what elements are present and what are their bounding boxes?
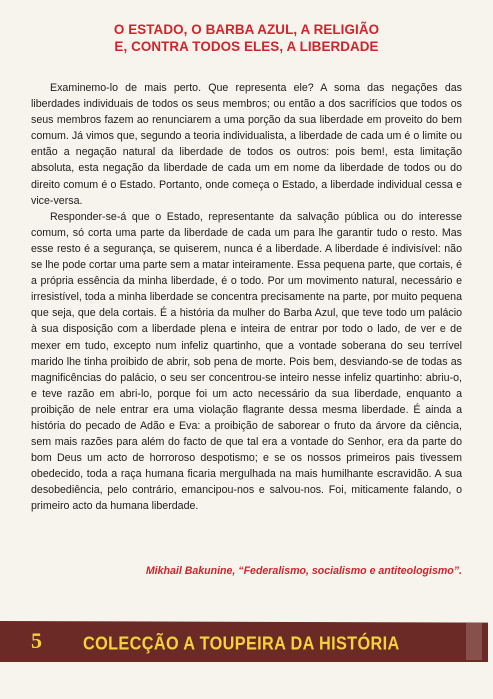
quote-attribution: Mikhail Bakunine, “Federalismo, socialismo e antiteologismo”. xyxy=(145,565,462,577)
page-number: 5 xyxy=(31,628,42,653)
paragraph-1: Examinemo-lo de mais perto. Que representa ele? A soma das negações das liberdades individuais de todos os seus membros; ou então a dos sacrifícios que todos os seus membros fazem ao renunciarem a uma porção da sua liberdade em proveito do bem comum. Já vimos que, segundo a teoria individualista, a liberdade de cada um é o limite ou então a negação natural da liberdade de todos os outros: pois bem!, esta limitação absoluta, esta negação da liberdade de cada um em nome da liberdade de todos ou do direito comum é o Estado. Portanto, onde começa o Estado, a liberdade individual cessa e vice-versa. xyxy=(31,82,462,207)
body-text xyxy=(31,80,462,515)
title-line-2: E, CONTRA TODOS ELES, A LIBERDADE xyxy=(114,39,379,54)
series-title: COLECÇÃO A TOUPEIRA DA HISTÓRIA xyxy=(83,633,400,654)
paragraph-2: Responder-se-á que o Estado, representante da salvação pública ou do interesse comum, só corta uma parte da liberdade de cada um para lhe garantir tudo o resto. Mas esse resto é a segurança, se quiserem, nunca é a liberdade. A liberdade é indivisível: não se lhe pode cortar uma parte sem a matar inteiramente. Essa pequena parte, que cortais, é a própria essência da minha liberdade, é o todo. Por um movimento natural, necessário e irresistível, toda a minha liberdade se concentra precisamente na parte, por muito pequena que seja, que dela cortais. É a história da mulher do Barba Azul, que teve todo um palácio à sua disposição com a liberdade plena e inteira de entrar por todo o lado, de ver e de mexer em tudo, excepto num infeliz quartinho, que a vontade soberana do seu terrível marido lhe tinha proibido de abrir, sob pena de morte. Pois bem, desviando-se de todas as magnificências do palácio, o seu ser concentrou-se inteiro nesse infeliz quartinho: abriu-o, e teve razão em abri-lo, porque foi um acto necessário da sua liberdade, enquanto a proibição de nele entrar era uma violação flagrante dessa mesma liberdade. É ainda a história do pecado de Adão e Eva: a proibição de saborear o fruto da árvore da ciência, sem mais razões para além do facto de que tal era a vontade do Senhor, era da parte do bom Deus um acto de horroroso despotismo; e se os nossos primeiros pais tivessem obedecido, toda a raça humana ficaria mergulhada na mais humilhante escravidão. A sua desobediência, pelo contrário, emancipou-nos e salvou-nos. Foi, miticamente falando, o primeiro acto da humana liberdade. xyxy=(31,210,462,513)
page-title xyxy=(40,21,453,55)
title-line-1: O ESTADO, O BARBA AZUL, A RELIGIÃO xyxy=(113,22,380,37)
